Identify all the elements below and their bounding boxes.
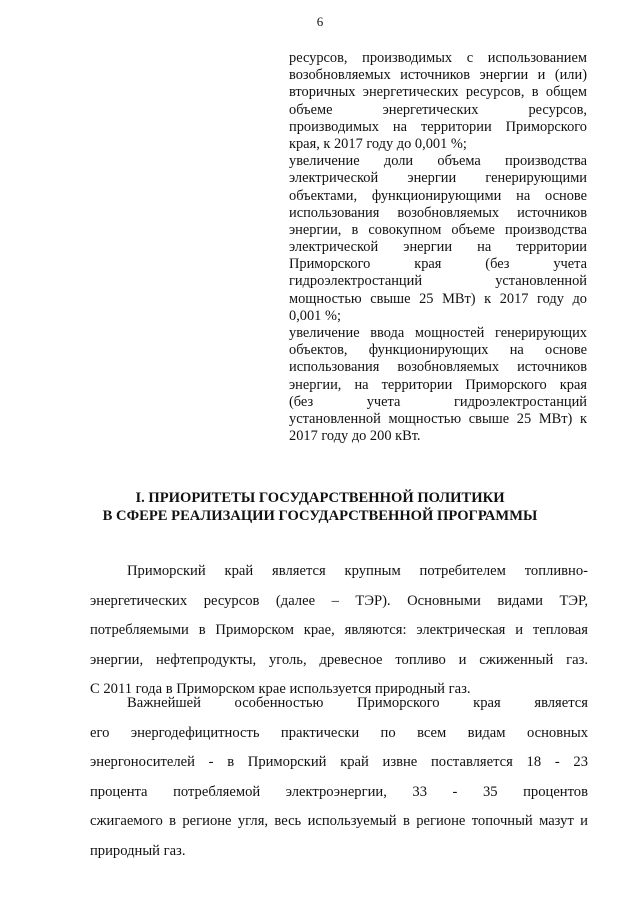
text-line: 2017 году до 200 кВт. <box>289 428 421 445</box>
paragraph-2 <box>90 689 588 866</box>
text-line: Приморский край является крупным потребителем топливно- <box>127 563 588 579</box>
text-line: Важнейшей особенностью Приморского края является <box>127 695 588 711</box>
text-line: увеличение доли объема производства <box>289 153 587 170</box>
text-line: энергии, нефтепродукты, уголь, древесное топливо и сжиженный газ. <box>90 651 588 668</box>
text-line: ресурсов, производимых с использованием <box>289 50 587 66</box>
text-line: установленной мощностью свыше 25 МВт) к <box>289 410 587 427</box>
text-line: электрической энергии на территории <box>289 239 587 256</box>
text-line: энергии, на территории Приморского края <box>289 376 587 393</box>
text-line: мощностью свыше 25 МВт) к 2017 году до <box>289 290 587 307</box>
text-line: 0,001 %; <box>289 307 341 324</box>
text-line: увеличение ввода мощностей генерирующих <box>289 325 587 341</box>
text-line: электрической энергии генерирующими <box>289 170 587 187</box>
text-line: гидроэлектростанций установленной <box>289 273 587 290</box>
text-line: объектами, функционирующими на основе <box>289 187 587 204</box>
text-line: процента потребляемой электроэнергии, 33 - 35 процентов <box>90 783 588 800</box>
text-line: сжигаемого в регионе угля, весь используемый в регионе топочный мазут и <box>90 813 588 829</box>
section-heading <box>0 490 640 525</box>
text-line: использования возобновляемых источников <box>289 359 587 376</box>
text-line: объектов, функционирующих на основе <box>289 342 587 359</box>
text-line: использования возобновляемых источников <box>289 204 587 221</box>
text-line: потребляемыми в Приморском крае, являются: электрическая и тепловая <box>90 622 588 638</box>
text-line: энергетических ресурсов (далее – ТЭР). Основными видами ТЭР, <box>90 592 588 609</box>
paragraph-1 <box>90 557 588 705</box>
text-line: С 2011 года в Приморском крае используется природный газ. <box>90 681 471 697</box>
text-line: энергоносителей - в Приморский край извне поставляется 18 - 23 <box>90 754 588 770</box>
section-heading-line: I. ПРИОРИТЕТЫ ГОСУДАРСТВЕННОЙ ПОЛИТИКИ <box>135 490 505 506</box>
text-line: энергии, в совокупном объеме производства <box>289 221 587 238</box>
text-line: (без учета гидроэлектростанций <box>289 393 587 410</box>
page-number: 6 <box>316 14 324 29</box>
text-line: объеме энергетических ресурсов, <box>289 101 587 118</box>
text-line: возобновляемых источников энергии и (или) <box>289 67 587 84</box>
text-line: вторичных энергетических ресурсов, в общем <box>289 84 587 101</box>
text-line: производимых на территории Приморского <box>289 118 587 135</box>
text-line: края, к 2017 году до 0,001 %; <box>289 135 467 152</box>
section-heading-line: В СФЕРЕ РЕАЛИЗАЦИИ ГОСУДАРСТВЕННОЙ ПРОГРАММЫ <box>102 507 538 524</box>
text-line: его энергодефицитность практически по всем видам основных <box>90 724 588 741</box>
text-line: Приморского края (без учета <box>289 256 587 273</box>
text-line: природный газ. <box>90 842 186 859</box>
goals-list-continuation <box>289 50 587 445</box>
